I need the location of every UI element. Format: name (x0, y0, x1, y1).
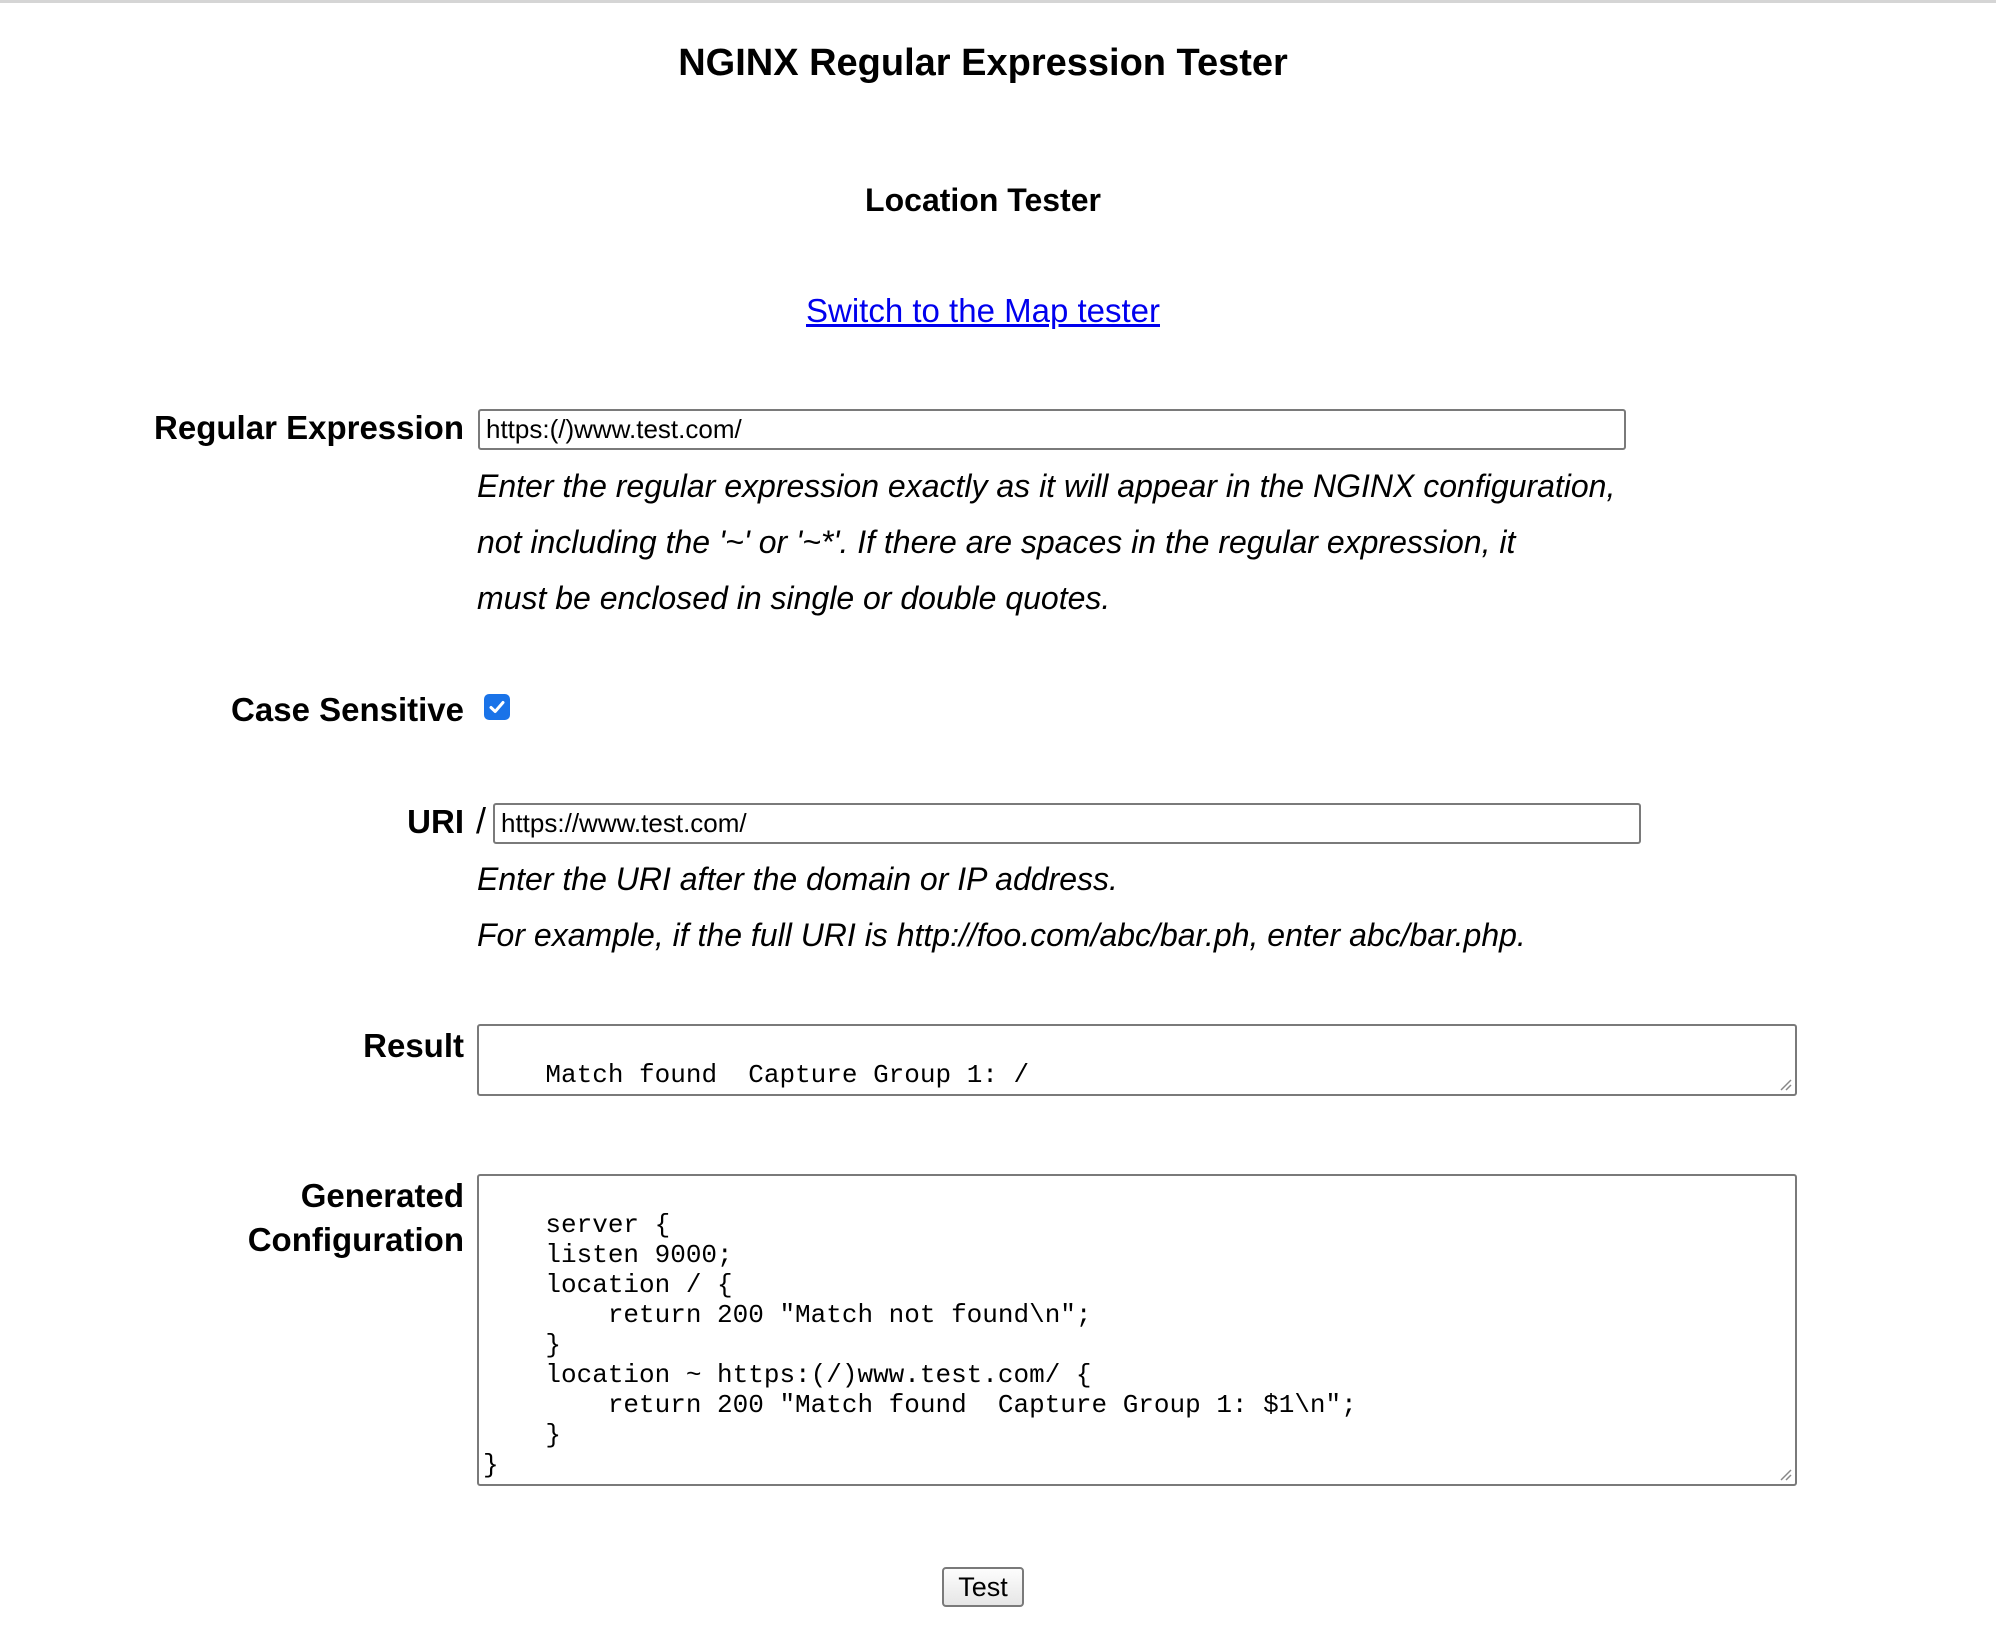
uri-input-value: https://www.test.com/ (501, 808, 747, 838)
switch-link-container (0, 292, 1966, 330)
switch-to-map-link[interactable]: Switch to the Map tester (806, 292, 1160, 329)
result-label: Result (363, 1027, 464, 1064)
resize-grip-icon[interactable] (1776, 1465, 1792, 1481)
config-label-line-1: Generated (300, 1177, 464, 1214)
config-value: server { listen 9000; location / { return 200 "Match not found\n"; } location ~ https:(/)www.test.com/ { return 200 "Match found Capture Group 1: $1\n"; } } (483, 1210, 1357, 1480)
config-textarea[interactable] (477, 1174, 1797, 1486)
regex-hint-line-2: not including the '~' or '~*'. If there are spaces in the regular expression, it (477, 524, 1516, 560)
uri-input[interactable] (493, 803, 1641, 844)
test-button[interactable]: Test (942, 1567, 1024, 1607)
uri-prefix-slash: / (476, 800, 487, 841)
result-value: Match found Capture Group 1: / (545, 1060, 1030, 1090)
checkmark-icon (487, 697, 507, 717)
top-divider (0, 0, 1996, 3)
regex-hint-line-1: Enter the regular expression exactly as it will appear in the NGINX configuration, (477, 468, 1616, 504)
regex-input-value: https:(/)www.test.com/ (486, 414, 742, 444)
result-textarea[interactable] (477, 1024, 1797, 1096)
regex-hint-line-3: must be enclosed in single or double quotes. (477, 580, 1111, 616)
uri-label: URI (407, 803, 464, 840)
page-title: NGINX Regular Expression Tester (678, 42, 1288, 84)
config-label-line-2: Configuration (247, 1221, 464, 1258)
uri-hint-line-2: For example, if the full URI is http://foo.com/abc/bar.ph, enter abc/bar.php. (477, 917, 1526, 953)
regex-input[interactable] (478, 409, 1626, 450)
uri-hint-line-1: Enter the URI after the domain or IP address. (477, 861, 1118, 897)
page-subtitle: Location Tester (865, 182, 1101, 218)
case-sensitive-label: Case Sensitive (231, 691, 464, 728)
regex-label: Regular Expression (154, 409, 464, 446)
resize-grip-icon[interactable] (1776, 1075, 1792, 1091)
case-sensitive-checkbox[interactable] (484, 694, 510, 720)
